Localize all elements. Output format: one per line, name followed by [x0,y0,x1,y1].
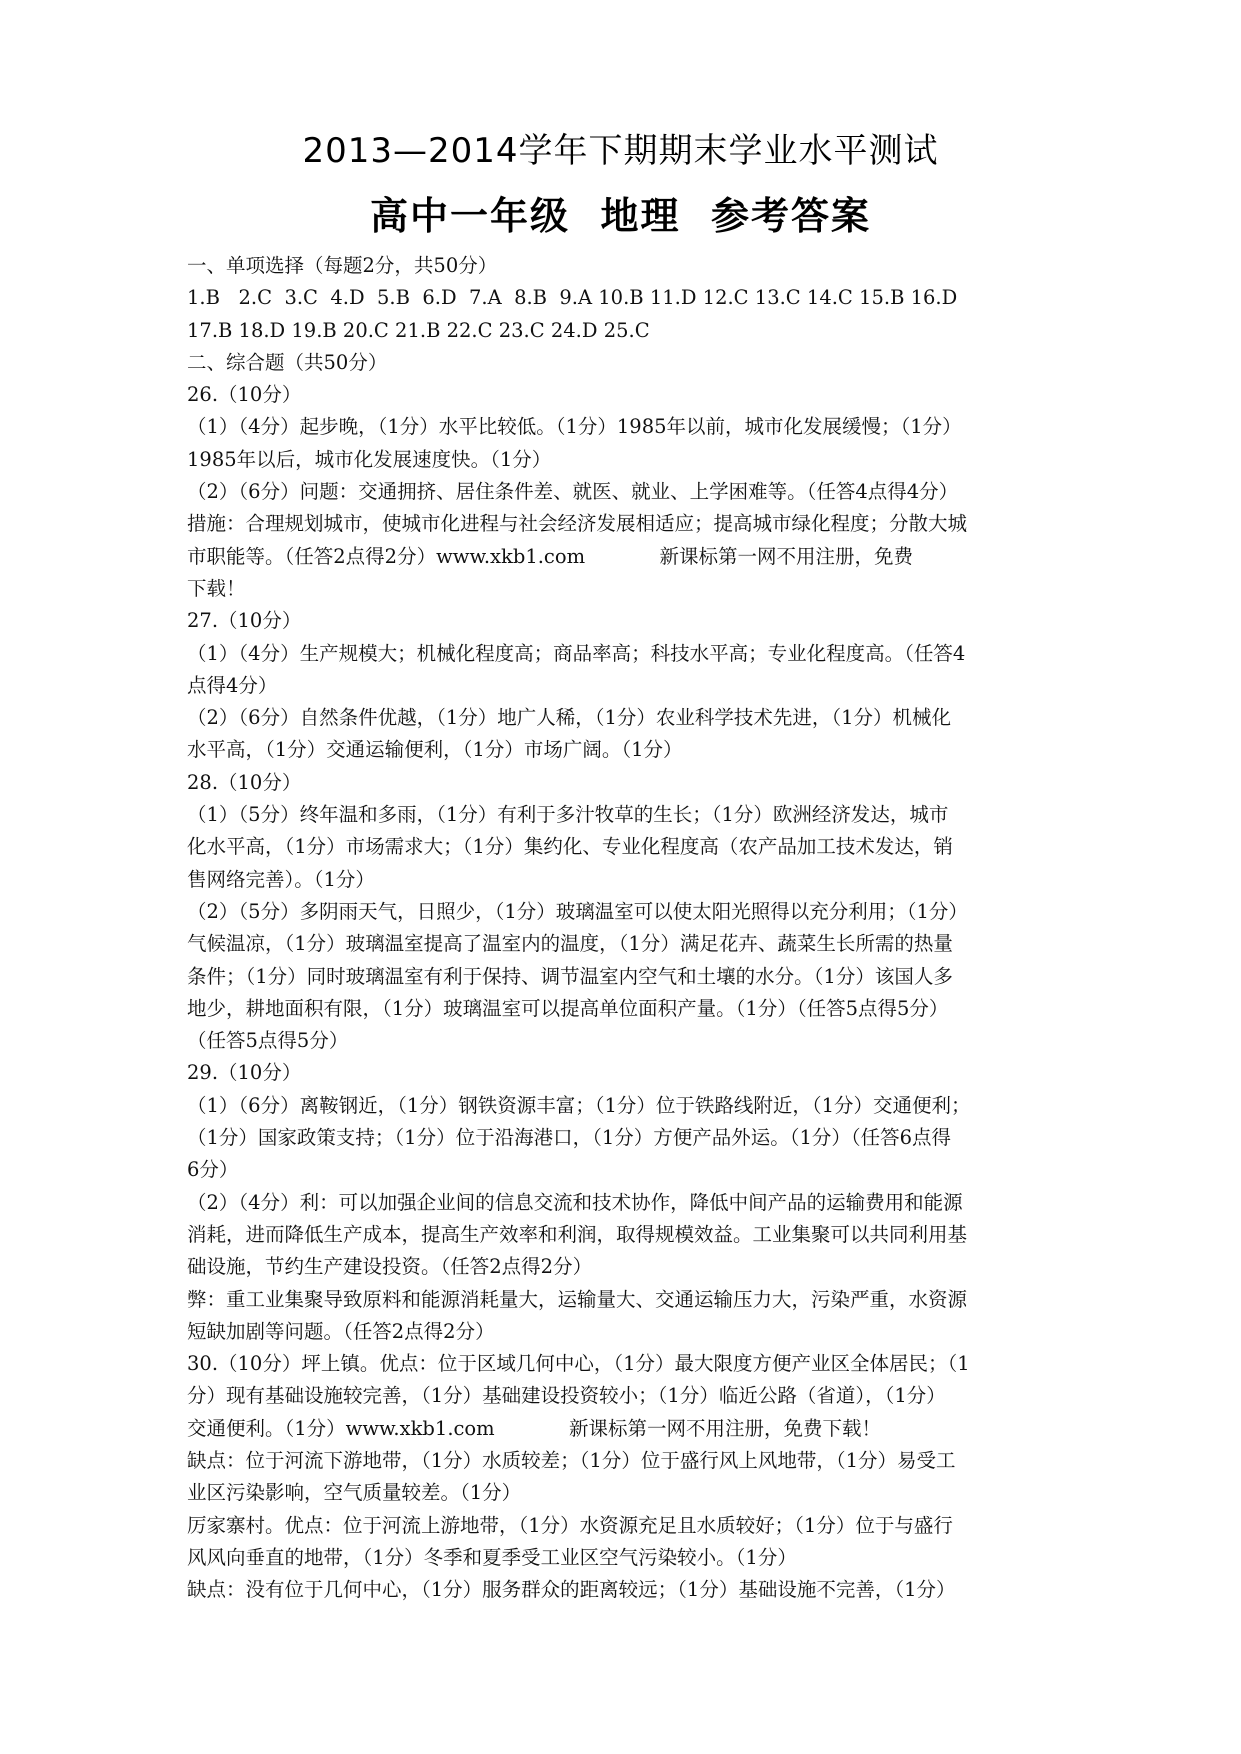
text-line: 风风向垂直的地带，（1分）冬季和夏季受工业区空气污染较小。（1分） [187,1545,797,1569]
text-line: 气候温凉，（1分）玻璃温室提高了温室内的温度，（1分）满足花卉、蔬菜生长所需的热量 [187,932,953,956]
text-line: 厉家寨村。优点：位于河流上游地带，（1分）水资源充足且水质较好；（1分）位于与盛行 [187,1513,953,1537]
answer-body [187,250,1057,1606]
text-line: 29.（10分） [187,1061,302,1085]
text-line: 下载！ [187,576,246,600]
text-line: 27.（10分） [187,609,302,633]
text-line: 水平高，（1分）交通运输便利，（1分）市场广阔。（1分） [187,738,683,762]
text-line: 弊：重工业集聚导致原料和能源消耗量大，运输量大、交通运输压力大，污染严重，水资源 [187,1287,968,1311]
text-line: 业区污染影响，空气质量较差。（1分） [187,1481,522,1505]
text-line: （1）（4分）生产规模大；机械化程度高；商品率高；科技水平高；专业化程度高。（任答4 [187,641,966,665]
document-subtitle: 高中一年级 地理 参考答案 [370,194,871,238]
text-line: 二、综合题（共50分） [187,350,388,374]
text-line: 6分） [187,1158,239,1182]
text-line: 消耗，进而降低生产成本，提高生产效率和利润，取得规模效益。工业集聚可以共同利用基 [187,1222,968,1246]
text-line: 础设施，节约生产建设投资。（任答2点得2分） [187,1255,593,1279]
text-line: （2）（5分）多阴雨天气，日照少，（1分）玻璃温室可以使太阳光照得以充分利用；（1分） [187,899,968,923]
text-line: 1985年以后，城市化发展速度快。（1分） [187,447,552,471]
text-line: 1.B 2.C 3.C 4.D 5.B 6.D 7.A 8.B 9.A 10.B 11.D 12.C 13.C 14.C 15.B 16.D [187,286,958,310]
text-line: 一、单项选择（每题2分，共50分） [187,254,498,277]
text-line: 措施：合理规划城市，使城市化进程与社会经济发展相适应；提高城市绿化程度；分散大城 [187,512,968,536]
text-line: 化水平高，（1分）市场需求大；（1分）集约化、专业化程度高（农产品加工技术发达，销 [187,835,953,859]
text-line: 地少，耕地面积有限，（1分）玻璃温室可以提高单位面积产量。（1分）（任答5点得5分） [187,996,949,1020]
text-line: 17.B 18.D 19.B 20.C 21.B 22.C 23.C 24.D 25.C [187,318,650,342]
text-line: 条件；（1分）同时玻璃温室有利于保持、调节温室内空气和土壤的水分。（1分）该国人多 [187,964,953,988]
text-line: 售网络完善）。（1分） [187,867,375,891]
text-line: （1）（5分）终年温和多雨，（1分）有利于多汁牧草的生长；（1分）欧洲经济发达，城市 [187,803,949,827]
text-line: （2）（6分）问题：交通拥挤、居住条件差、就医、就业、上学困难等。（任答4点得4分） [187,480,959,504]
document-title: 2013—2014学年下期期末学业水平测试 [302,131,939,171]
text-line: 市职能等。（任答2点得2分）www.xkb1.com 新课标第一网不用注册，免费 [187,544,913,568]
text-line: 26.（10分） [187,383,302,407]
text-line: （1）（4分）起步晚，（1分）水平比较低。（1分）1985年以前，城市化发展缓慢；（1分） [187,415,962,439]
text-line: （1分）国家政策支持；（1分）位于沿海港口，（1分）方便产品外运。（1分）（任答6点得 [187,1126,952,1150]
text-line: 缺点：位于河流下游地带，（1分）水质较差；（1分）位于盛行风上风地带，（1分）易受工 [187,1448,956,1472]
text-line: （任答5点得5分） [187,1029,349,1053]
text-line: 短缺加剧等问题。（任答2点得2分） [187,1319,495,1343]
text-line: （2）（6分）自然条件优越，（1分）地广人稀，（1分）农业科学技术先进，（1分）机械化 [187,706,952,730]
text-line: 点得4分） [187,673,278,697]
text-line: 分）现有基础设施较完善，（1分）基础建设投资较小；（1分）临近公路（省道），（1分） [187,1384,946,1408]
text-line: 30.（10分）坪上镇。优点：位于区域几何中心，（1分）最大限度方便产业区全体居民；（1 [187,1352,970,1376]
text-line: 缺点：没有位于几何中心，（1分）服务群众的距离较远；（1分）基础设施不完善，（1分） [187,1578,956,1602]
text-line: 28.（10分） [187,770,302,794]
text-line: （1）（6分）离鞍钢近，（1分）钢铁资源丰富；（1分）位于铁路线附近，（1分）交通便利； [187,1093,971,1117]
text-line: （2）（4分）利：可以加强企业间的信息交流和技术协作，降低中间产品的运输费用和能源 [187,1190,963,1214]
text-line: 交通便利。（1分）www.xkb1.com 新课标第一网不用注册，免费下载！ [187,1416,882,1440]
